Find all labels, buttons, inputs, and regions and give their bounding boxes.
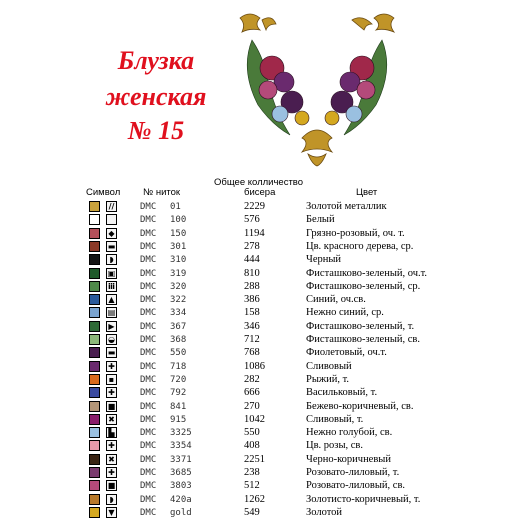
bead-count: 278 bbox=[244, 240, 260, 252]
stitch-symbol: ▲ bbox=[106, 294, 117, 305]
thread-code: 01 bbox=[170, 202, 181, 212]
color-swatch bbox=[89, 334, 100, 345]
stitch-symbol: ✚ bbox=[106, 440, 117, 451]
table-row bbox=[0, 321, 523, 334]
title-line-3: № 15 bbox=[127, 116, 185, 145]
thread-code: 320 bbox=[170, 281, 187, 292]
thread-code: gold bbox=[170, 507, 192, 518]
color-swatch bbox=[89, 387, 100, 398]
stitch-symbol: ✖ bbox=[106, 454, 117, 465]
stitch-symbol: ▣ bbox=[107, 268, 116, 278]
thread-code: 3354 bbox=[170, 441, 192, 452]
table-row bbox=[0, 201, 523, 214]
table-row bbox=[0, 254, 523, 267]
color-name: Фисташково-зеленый, т. bbox=[306, 320, 415, 332]
color-name: Фисташково-зеленый, ср. bbox=[306, 280, 421, 292]
header-symbol: Символ bbox=[86, 187, 121, 198]
bead-count: 712 bbox=[244, 334, 260, 345]
stitch-symbol bbox=[106, 214, 117, 225]
stitch-symbol: ◗ bbox=[106, 254, 117, 265]
color-name: Розовато-лиловый, св. bbox=[306, 480, 406, 492]
thread-brand: DMC bbox=[140, 308, 157, 319]
bead-count: 270 bbox=[244, 400, 260, 412]
color-name: Цв. розы, св. bbox=[306, 440, 363, 452]
header-thread-number: № ниток bbox=[143, 187, 181, 198]
bead-count: 666 bbox=[244, 387, 260, 399]
table-row bbox=[0, 347, 523, 360]
color-name: Сливовый bbox=[306, 360, 352, 372]
thread-brand: DMC bbox=[140, 361, 157, 372]
stitch-symbol: ✚ bbox=[106, 361, 117, 372]
table-row bbox=[0, 480, 523, 493]
stitch-symbol: ◒ bbox=[106, 334, 117, 345]
table-row bbox=[0, 228, 523, 241]
color-swatch bbox=[89, 454, 100, 465]
thread-code: 550 bbox=[170, 348, 187, 359]
color-name: Цв. красного дерева, ср. bbox=[306, 240, 414, 252]
color-swatch bbox=[89, 361, 100, 372]
bead-count: 810 bbox=[244, 267, 260, 279]
thread-code: 322 bbox=[170, 295, 187, 306]
color-swatch bbox=[89, 401, 100, 412]
stitch-symbol: ✚ bbox=[106, 467, 117, 478]
color-name: Фисташково-зеленый, св. bbox=[306, 334, 420, 345]
thread-brand: DMC bbox=[140, 428, 157, 439]
bead-count: 282 bbox=[244, 373, 260, 385]
bead-count: 2229 bbox=[244, 201, 265, 212]
color-name: Розовато-лиловый, т. bbox=[306, 467, 400, 478]
color-name: Фисташково-зеленый, оч.т. bbox=[306, 267, 428, 279]
title-line-2: женская bbox=[105, 82, 207, 111]
stitch-symbol: ■ bbox=[107, 481, 116, 491]
thread-brand: DMC bbox=[140, 414, 157, 425]
table-row bbox=[0, 214, 523, 227]
stitch-symbol: ✖ bbox=[106, 414, 117, 425]
stitch-symbol: ⅲ bbox=[106, 281, 117, 292]
stitch-symbol: ◆ bbox=[106, 228, 117, 239]
color-swatch bbox=[89, 228, 100, 239]
thread-brand: DMC bbox=[140, 202, 157, 212]
thread-code: 334 bbox=[170, 308, 187, 319]
thread-code: 841 bbox=[170, 401, 187, 412]
thread-code: 368 bbox=[170, 335, 187, 345]
color-swatch bbox=[89, 254, 100, 265]
color-swatch bbox=[89, 414, 100, 425]
stitch-symbol: ■ bbox=[107, 401, 116, 411]
bead-count: 158 bbox=[244, 307, 260, 319]
table-row bbox=[0, 294, 523, 307]
thread-code: 420a bbox=[170, 494, 192, 505]
thread-brand: DMC bbox=[140, 401, 157, 412]
thread-brand: DMC bbox=[140, 335, 157, 345]
header-total-quantity: Общее колличество bbox=[214, 177, 304, 188]
color-swatch bbox=[89, 214, 100, 225]
stitch-symbol: ▙ bbox=[106, 427, 117, 438]
color-name: Белый bbox=[306, 214, 335, 226]
table-row bbox=[0, 387, 523, 400]
color-name: Бежево-коричневый, св. bbox=[306, 400, 414, 412]
thread-brand: DMC bbox=[140, 374, 157, 385]
table-row bbox=[0, 414, 523, 427]
color-name: Черно-коричневый bbox=[306, 453, 391, 465]
thread-brand: DMC bbox=[140, 241, 157, 252]
color-name: Фиолетовый, оч.т. bbox=[306, 347, 387, 359]
bead-count: 386 bbox=[244, 294, 260, 306]
color-name: Золотисто-коричневый, т. bbox=[306, 493, 421, 505]
bead-count: 768 bbox=[244, 347, 260, 359]
table-row bbox=[0, 494, 523, 507]
stitch-symbol: ▼ bbox=[106, 507, 117, 518]
thread-brand: DMC bbox=[140, 454, 157, 465]
color-name: Рыжий, т. bbox=[306, 373, 350, 385]
color-swatch bbox=[89, 467, 100, 478]
stitch-symbol: ▤ bbox=[107, 308, 116, 318]
thread-brand: DMC bbox=[140, 268, 157, 279]
color-swatch bbox=[89, 321, 100, 332]
thread-brand: DMC bbox=[140, 321, 157, 332]
thread-code: 319 bbox=[170, 268, 187, 279]
bead-count: 1086 bbox=[244, 360, 265, 372]
color-swatch bbox=[89, 268, 100, 279]
bead-count: 444 bbox=[244, 254, 260, 266]
thread-code: 367 bbox=[170, 321, 187, 332]
bead-count: 288 bbox=[244, 280, 260, 292]
thread-brand: DMC bbox=[140, 255, 157, 266]
thread-brand: DMC bbox=[140, 481, 157, 492]
color-swatch bbox=[89, 507, 100, 518]
table-row bbox=[0, 467, 523, 480]
color-swatch bbox=[89, 201, 100, 212]
bead-count: 238 bbox=[244, 467, 260, 478]
color-name: Синий, оч.св. bbox=[306, 294, 366, 306]
color-swatch bbox=[89, 374, 100, 385]
color-swatch bbox=[89, 347, 100, 358]
color-name: Грязно-розовый, оч. т. bbox=[306, 227, 405, 239]
bead-count: 346 bbox=[244, 320, 260, 332]
thread-brand: DMC bbox=[140, 388, 157, 399]
table-row bbox=[0, 361, 523, 374]
bead-count: 512 bbox=[244, 480, 260, 492]
thread-code: 792 bbox=[170, 388, 187, 399]
color-swatch bbox=[89, 281, 100, 292]
thread-code: 3325 bbox=[170, 428, 192, 439]
bead-count: 408 bbox=[244, 440, 260, 452]
color-swatch bbox=[89, 440, 100, 451]
color-name: Сливовый, т. bbox=[306, 413, 364, 425]
table-row bbox=[0, 440, 523, 453]
stitch-symbol: // bbox=[106, 201, 117, 212]
thread-code: 100 bbox=[170, 215, 187, 226]
stitch-symbol: ▬ bbox=[107, 348, 116, 358]
header-beads: бисера bbox=[244, 187, 276, 198]
stitch-symbol: ✚ bbox=[106, 387, 117, 398]
stitch-symbol: ▶ bbox=[106, 321, 117, 332]
color-swatch bbox=[89, 427, 100, 438]
thread-code: 3685 bbox=[170, 468, 192, 478]
color-name: Золотой bbox=[306, 506, 343, 518]
header-color: Цвет bbox=[356, 187, 378, 198]
color-swatch bbox=[89, 241, 100, 252]
thread-code: 301 bbox=[170, 241, 187, 252]
bead-count: 1262 bbox=[244, 493, 265, 505]
color-swatch bbox=[89, 307, 100, 318]
bead-count: 576 bbox=[244, 214, 260, 226]
bead-count: 1042 bbox=[244, 413, 265, 425]
thread-brand: DMC bbox=[140, 494, 157, 505]
thread-brand: DMC bbox=[140, 281, 157, 292]
bead-count: 1194 bbox=[244, 227, 265, 239]
thread-brand: DMC bbox=[140, 441, 157, 452]
table-row bbox=[0, 427, 523, 440]
stitch-symbol: ◗ bbox=[106, 494, 117, 505]
color-swatch bbox=[89, 294, 100, 305]
table-row bbox=[0, 281, 523, 294]
thread-code: 720 bbox=[170, 374, 187, 385]
table-row bbox=[0, 307, 523, 320]
table-row bbox=[0, 241, 523, 254]
table-row bbox=[0, 374, 523, 387]
color-name: Нежно голубой, св. bbox=[306, 427, 393, 439]
thread-code: 150 bbox=[170, 228, 187, 239]
thread-brand: DMC bbox=[140, 507, 157, 518]
table-row bbox=[0, 454, 523, 467]
thread-code: 718 bbox=[170, 361, 187, 372]
thread-brand: DMC bbox=[140, 295, 157, 306]
color-name: Васильковый, т. bbox=[306, 387, 378, 399]
color-swatch bbox=[89, 494, 100, 505]
title-line-1: Блузка bbox=[117, 46, 195, 75]
bead-count: 550 bbox=[244, 427, 260, 439]
color-name: Золотой металлик bbox=[306, 201, 387, 212]
color-name: Черный bbox=[306, 254, 342, 266]
stitch-symbol: ▬ bbox=[107, 241, 116, 251]
stitch-symbol: ▪ bbox=[106, 374, 117, 385]
thread-code: 3803 bbox=[170, 481, 192, 492]
color-swatch bbox=[89, 480, 100, 491]
bead-count: 549 bbox=[244, 506, 260, 518]
table-row bbox=[0, 401, 523, 414]
thread-code: 915 bbox=[170, 414, 187, 425]
thread-brand: DMC bbox=[140, 215, 157, 226]
thread-code: 310 bbox=[170, 255, 187, 266]
table-row bbox=[0, 268, 523, 281]
color-name: Нежно синий, ср. bbox=[306, 307, 384, 319]
table-row bbox=[0, 507, 523, 520]
thread-brand: DMC bbox=[140, 348, 157, 359]
thread-brand: DMC bbox=[140, 228, 157, 239]
thread-code: 3371 bbox=[170, 454, 192, 465]
table-row bbox=[0, 334, 523, 347]
bead-count: 2251 bbox=[244, 453, 265, 465]
thread-brand: DMC bbox=[140, 468, 157, 478]
